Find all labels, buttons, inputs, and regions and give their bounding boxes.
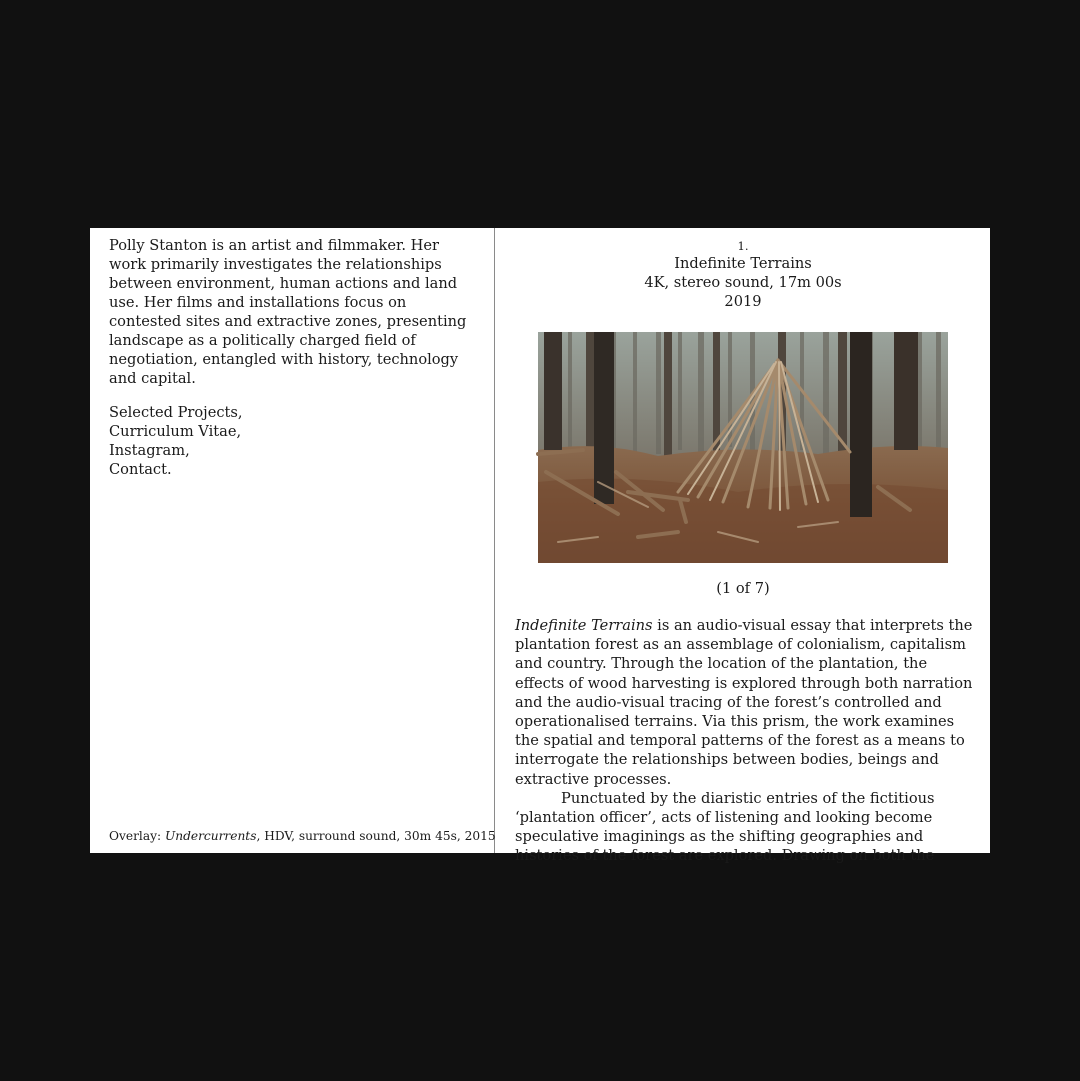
project-year: 2019 <box>724 293 762 310</box>
nav-link-instagram[interactable]: Instagram, <box>109 442 190 459</box>
nav-item-contact <box>109 460 243 479</box>
project-title: Indefinite Terrains <box>674 255 812 272</box>
website-viewport <box>90 228 990 865</box>
image-counter: (1 of 7) <box>716 580 770 597</box>
project-number: 1. <box>737 239 749 253</box>
nav-link-curriculum-vitae[interactable]: Curriculum Vitae, <box>109 423 242 440</box>
project-specs: 4K, stereo sound, 17m 00s <box>644 274 842 291</box>
overlay-title: Undercurrents <box>164 829 257 843</box>
description-text-1: is an audio-visual essay that interprets the plantation forest as an assemblage of colonialism, capitalism and country. Through the location of the plantation, the effects of wood harvesting is explored through both narration and the audio-visual tracing of the forest’s controlled and operationalised terrains. Via this prism, the work examines the spatial and temporal patterns of the forest as a means to interrogate the relationships between bodies, beings and extractive processes. <box>515 617 973 788</box>
right-column <box>496 228 990 865</box>
nav-link-selected-projects[interactable]: Selected Projects, <box>109 404 243 421</box>
overlay-caption <box>109 828 496 844</box>
overlay-prefix: Overlay: <box>109 829 165 843</box>
description-paragraph-1 <box>515 616 977 789</box>
project-photo-forest-shelter[interactable] <box>538 332 948 563</box>
site-navigation <box>109 403 243 479</box>
description-title: Indefinite Terrains <box>515 617 653 634</box>
nav-link-contact[interactable]: Contact. <box>109 461 172 478</box>
left-column <box>90 228 495 853</box>
description-paragraph-2: Punctuated by the diaristic entries of the fictitious ‘plantation officer’, acts of listening and looking become speculative imaginings as the shifting geographies and histories of the forest are explored. Drawing on both the <box>515 789 935 865</box>
artist-bio: Polly Stanton is an artist and filmmaker. Her work primarily investigates the relationships between environment, human actions and land use. Her films and installations focus on contested sites and extractive zones, presenting landscape as a politically charged field of negotiation, entangled with history, technology and capital. <box>109 237 467 387</box>
nav-item-curriculum-vitae <box>109 422 243 441</box>
overlay-details: , HDV, surround sound, 30m 45s, 2015 <box>256 829 496 843</box>
project-header <box>496 238 990 311</box>
project-description <box>515 616 977 866</box>
nav-item-selected-projects <box>109 403 243 422</box>
nav-item-instagram <box>109 441 243 460</box>
